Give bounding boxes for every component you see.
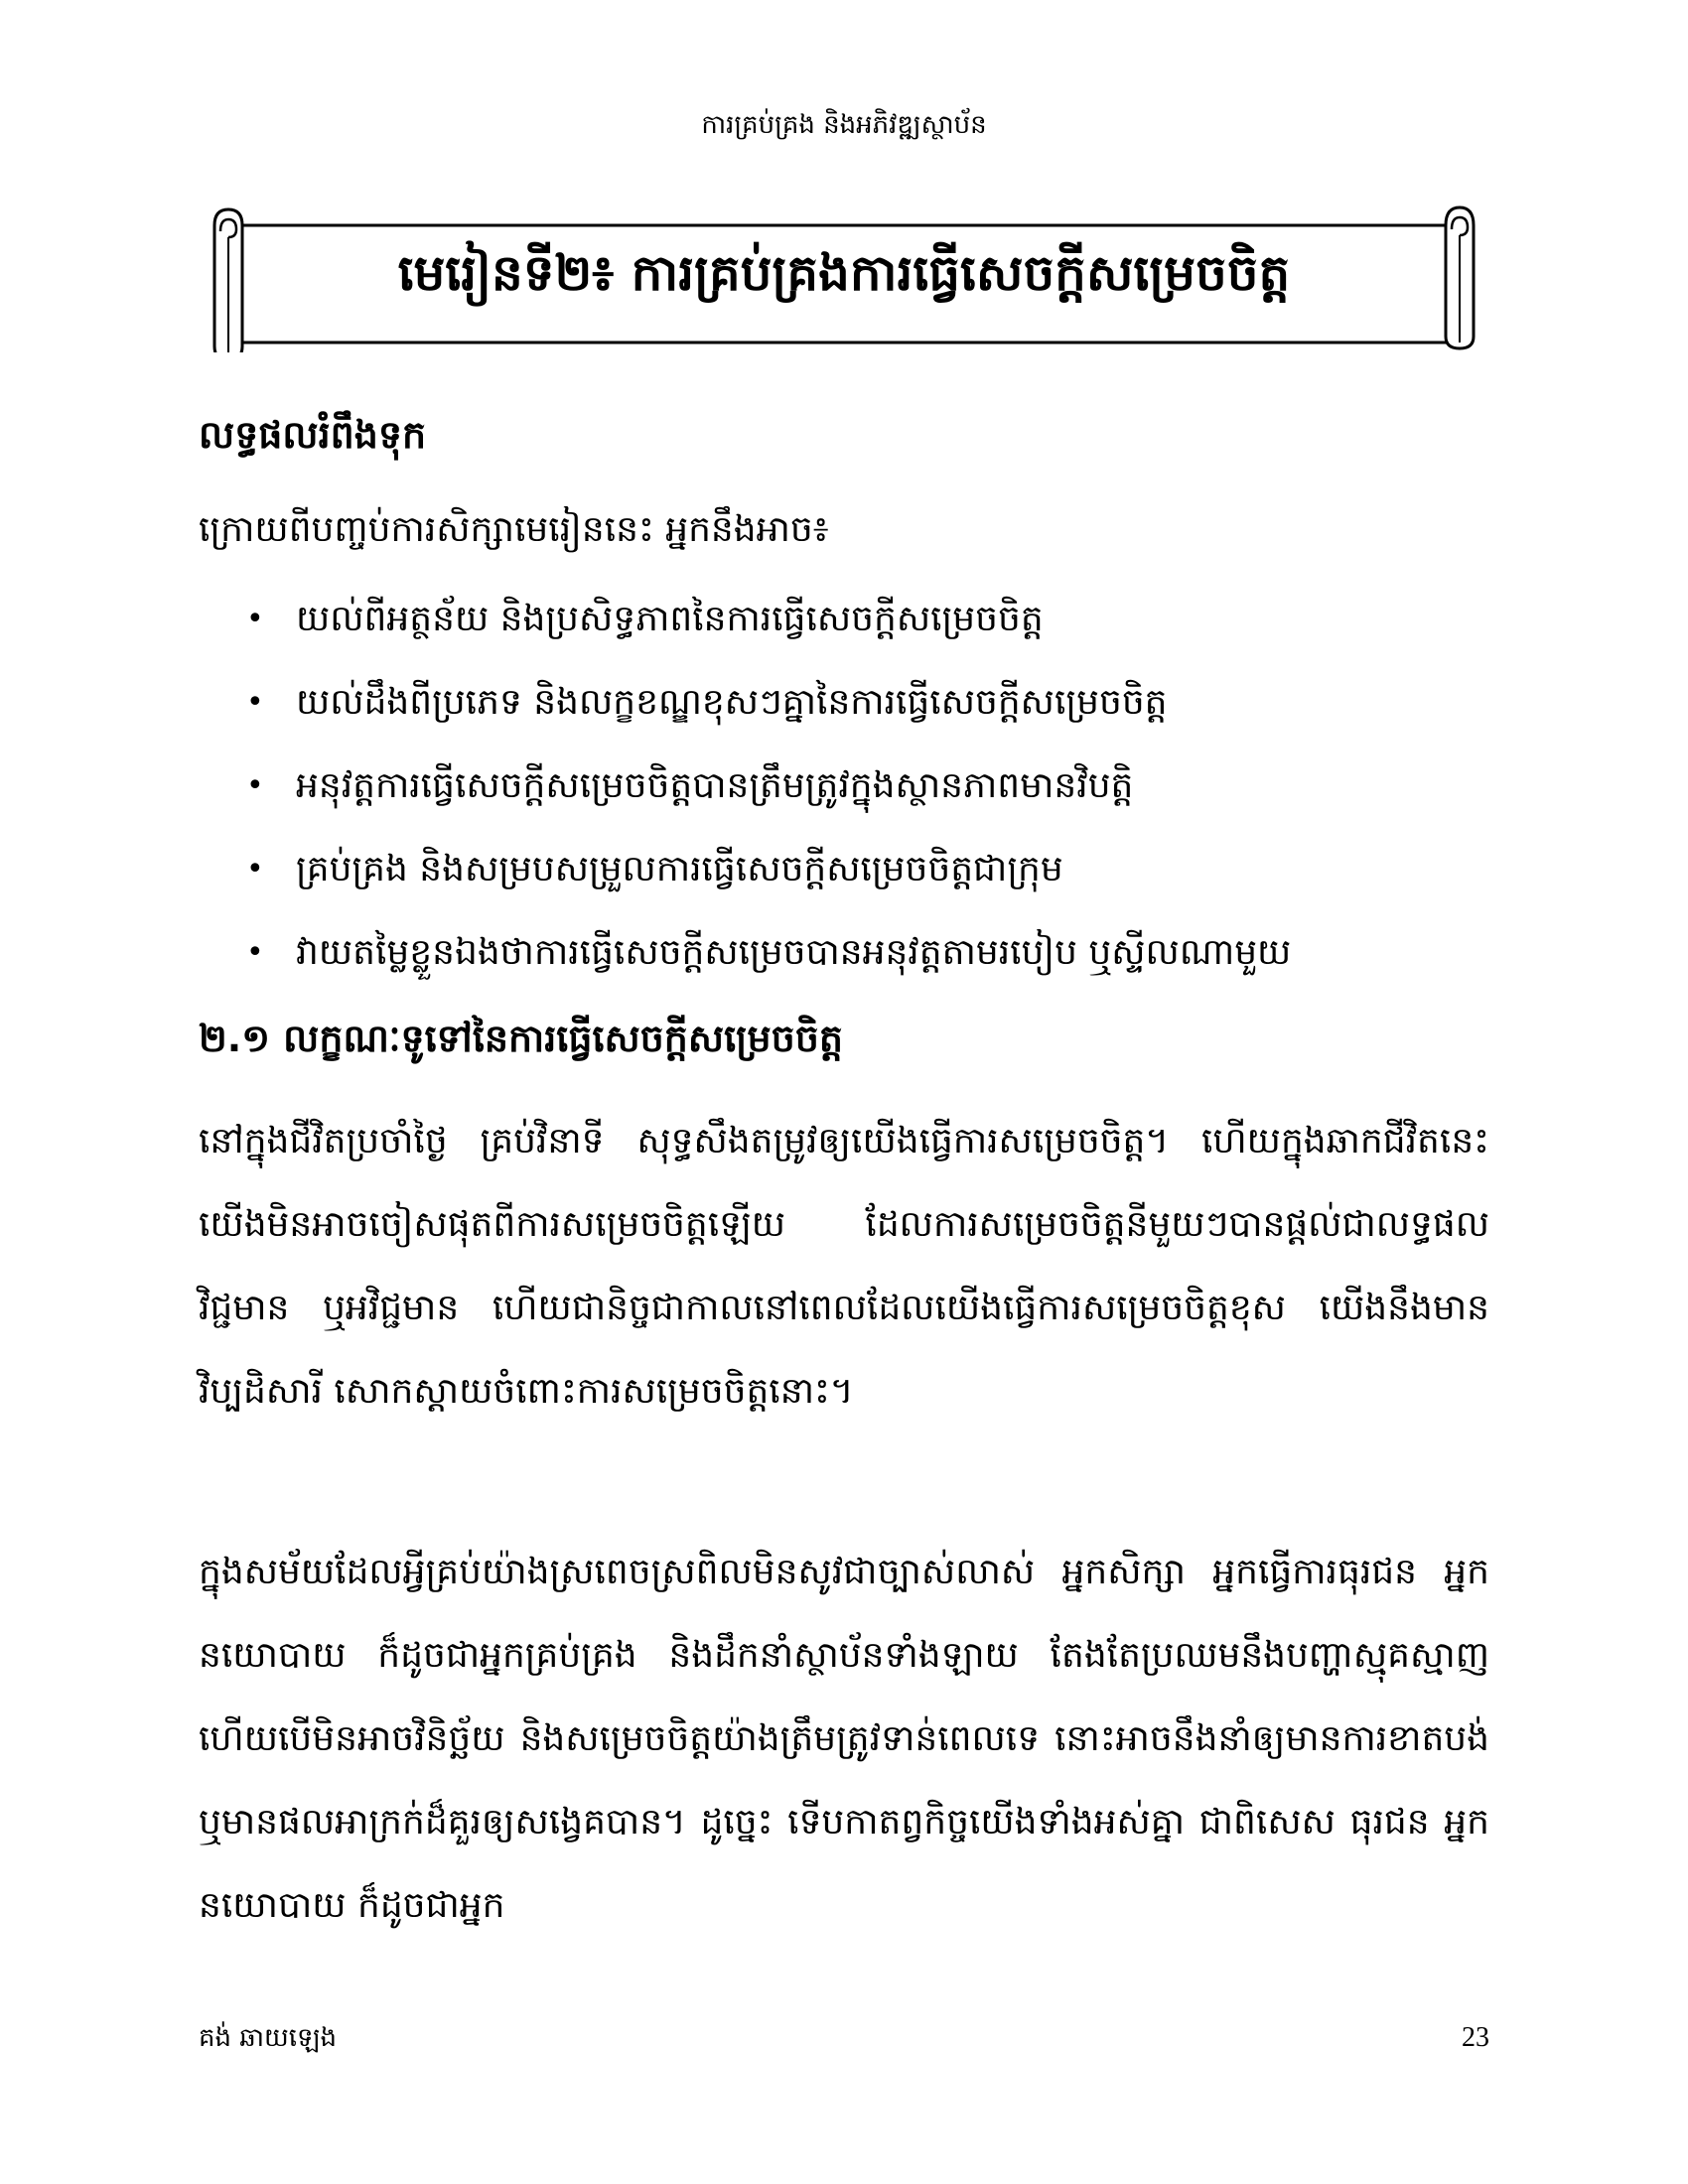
page-number: 23 — [1462, 2022, 1489, 2053]
bullet-icon: • — [246, 852, 264, 887]
outcomes-heading: លទ្ធផលរំពឹងទុក — [199, 413, 427, 457]
outcomes-intro: ក្រោយពីបញ្ចប់ការសិក្សាមេរៀននេះ អ្នកនឹងអាច៖ — [199, 509, 829, 550]
list-item-text: យល់ពីអត្ថន័យ និងប្រសិទ្ធភាពនៃការធ្វើសេចក្ដីសម្រេចចិត្ត — [296, 599, 1044, 639]
list-item — [199, 594, 1489, 677]
running-header: ការគ្រប់គ្រង និងអភិវឌ្ឍស្ថាប័ន — [701, 110, 987, 140]
lesson-title: មេរៀនទី២៖ ការគ្រប់គ្រងការធ្វើសេចក្ដីសម្រេចចិត្ត — [397, 243, 1291, 302]
bullet-icon: • — [246, 685, 264, 720]
section-heading: ២.១ លក្ខណៈទូទៅនៃការធ្វើសេចក្ដីសម្រេចចិត្ត — [199, 1017, 843, 1060]
footer-author: គង់ ឆាយឡេង — [199, 2023, 338, 2053]
list-item — [199, 677, 1489, 760]
bullet-icon: • — [246, 768, 264, 803]
list-item — [199, 844, 1489, 927]
body-paragraph: ក្នុងសម័យដែលអ្វីគ្រប់យ៉ាងស្រពេចស្រពិលមិនសូវជាច្បាស់លាស់ អ្នកសិក្សា អ្នកធ្វើការធុរជន អ្នកនយោបាយ ក៏ដូចជាអ្នកគ្រប់គ្រង និងដឹកនាំស្ថាប័នទាំងឡាយ តែងតែប្រឈមនឹងបញ្ហាស្មុគស្មាញ ហើយបើមិនអាចវិនិច្ឆ័យ និងសម្រេចចិត្តយ៉ាងត្រឹមត្រូវទាន់ពេលទេ នោះអាចនឹងនាំឲ្យមានការខាតបង់ ឬមានផលអាក្រក់ដ៏គួរឲ្យសង្វេគបាន។ ដូច្នេះ ទើបកាតព្វកិច្ចយើងទាំងអស់គ្នា ជាពិសេស ធុរជន អ្នកនយោបាយ ក៏ដូចជាអ្នក — [199, 1552, 1489, 1926]
outcomes-list — [199, 594, 1489, 1011]
list-item-text: គ្រប់គ្រង និងសម្របសម្រួលការធ្វើសេចក្ដីសម្រេចចិត្តជាក្រុម — [296, 849, 1063, 889]
lesson-title-banner — [199, 204, 1489, 352]
bullet-icon: • — [246, 602, 264, 636]
list-item — [199, 760, 1489, 844]
body-paragraph: នៅក្នុងជីវិតប្រចាំថ្ងៃ គ្រប់វិនាទី សុទ្ធសឹងតម្រូវឲ្យយើងធ្វើការសម្រេចចិត្ត។ ហើយក្នុងឆាកជីវិតនេះ យើងមិនអាចចៀសផុតពីការសម្រេចចិត្តឡើយ ដែលការសម្រេចចិត្តនីមួយៗបានផ្ដល់ជាលទ្ធផលវិជ្ជមាន ឬអវិជ្ជមាន ហើយជានិច្ចជាកាលនៅពេលដែលយើងធ្វើការសម្រេចចិត្តខុស យើងនឹងមានវិប្បដិសារី សោកស្ដាយចំពោះការសម្រេចចិត្តនោះ។ — [199, 1121, 1489, 1412]
bullet-icon: • — [246, 935, 264, 970]
list-item — [199, 927, 1489, 1011]
list-item-text: អនុវត្តការធ្វើសេចក្ដីសម្រេចចិត្តបានត្រឹមត្រូវក្នុងស្ថានភាពមានវិបត្តិ — [296, 765, 1134, 806]
list-item-text: យល់ដឹងពីប្រភេទ និងលក្ខខណ្ឌខុសៗគ្នានៃការធ្វើសេចក្ដីសម្រេចចិត្ត — [296, 682, 1168, 723]
list-item-text: វាយតម្លៃខ្លួនឯងថាការធ្វើសេចក្ដីសម្រេចបានអនុវត្តតាមរបៀប ឬស្ទីលណាមួយ — [296, 932, 1292, 973]
